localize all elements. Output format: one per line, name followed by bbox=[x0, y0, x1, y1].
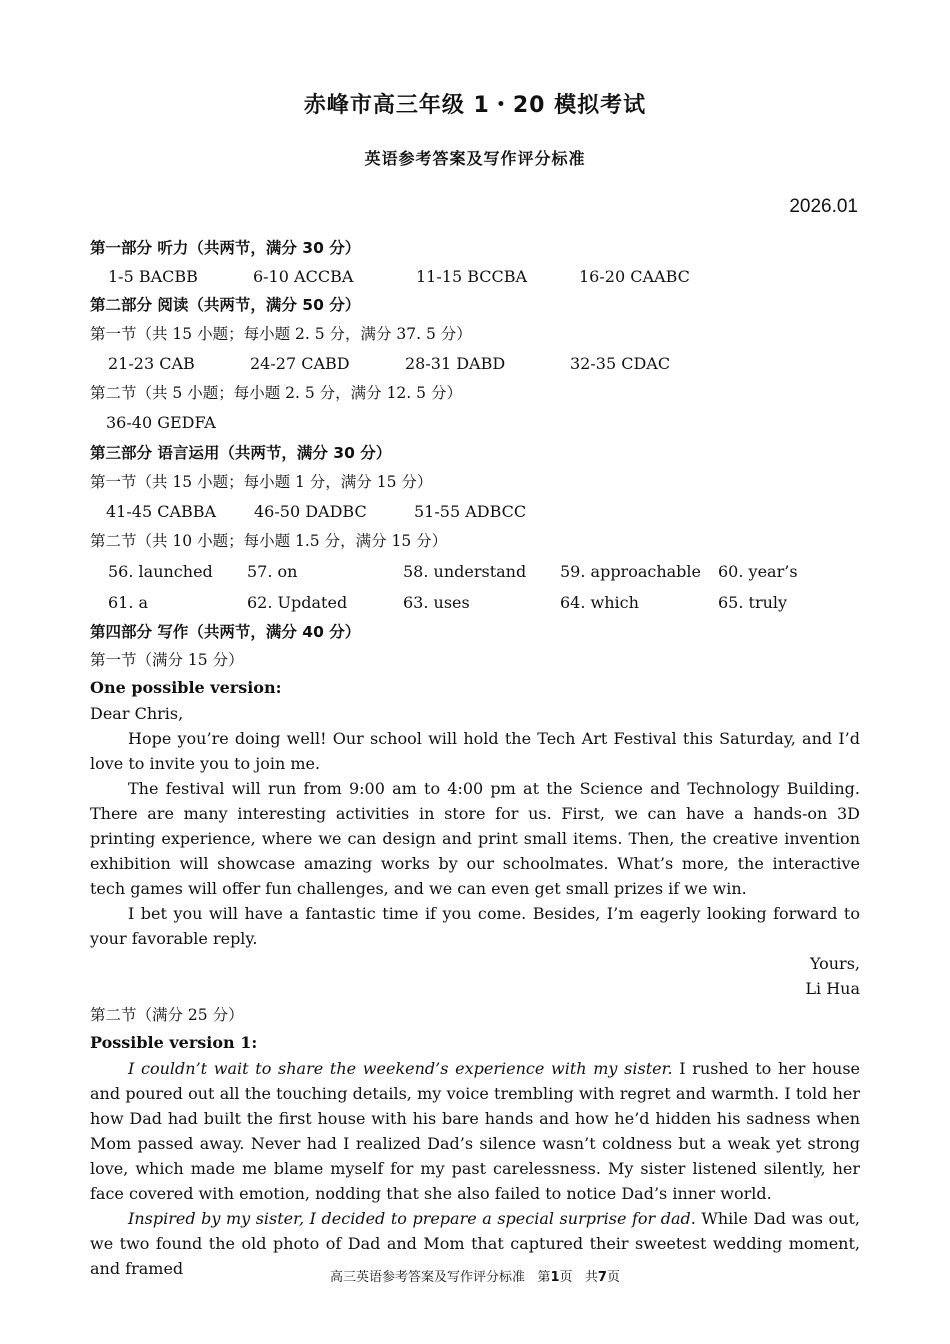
page-title: 赤峰市高三年级 1・20 模拟考试 bbox=[303, 93, 647, 118]
story-opening-sentence: I couldn’t wait to share the weekend’s experience with my sister. bbox=[128, 1059, 673, 1078]
answer-group: 46-50 DADBC bbox=[254, 502, 367, 521]
answer-group: 1-5 BACBB bbox=[108, 267, 198, 286]
version2-label: Possible version 1: bbox=[90, 1033, 258, 1052]
part3-sec1-answers bbox=[90, 497, 860, 526]
answer-item: 58. understand bbox=[403, 562, 527, 581]
answer-group: 32-35 CDAC bbox=[570, 354, 671, 373]
footer-title: 高三英语参考答案及写作评分标准 bbox=[330, 1270, 526, 1285]
footer-page-label: 页 bbox=[559, 1270, 573, 1285]
part4-heading: 第四部分 写作（共两节，满分 40 分） bbox=[90, 623, 361, 641]
answer-group: 16-20 CAABC bbox=[579, 267, 690, 286]
part4-sec1-heading: 第一节（满分 15 分） bbox=[90, 651, 244, 669]
part3-sec2-heading: 第二节（共 10 小题；每小题 1.5 分，满分 15 分） bbox=[90, 532, 448, 550]
part2-sec1-answers bbox=[90, 349, 860, 378]
part3-sec2-row1 bbox=[90, 556, 860, 587]
answer-item: 59. approachable bbox=[560, 562, 702, 581]
version-label: One possible version: bbox=[90, 678, 282, 697]
answer-item: 65. truly bbox=[718, 593, 788, 612]
footer-page-label: 第 bbox=[537, 1270, 551, 1285]
story-paragraph-1 bbox=[90, 1056, 860, 1206]
answer-group: 41-45 CABBA bbox=[106, 502, 217, 521]
answer-item: 64. which bbox=[560, 593, 639, 612]
footer-total-label: 共 bbox=[584, 1270, 598, 1285]
answer-item: 62. Updated bbox=[247, 593, 348, 612]
letter-signature: Li Hua bbox=[805, 979, 860, 998]
part1-heading: 第一部分 听力（共两节，满分 30 分） bbox=[90, 239, 361, 257]
part2-sec1-heading: 第一节（共 15 小题；每小题 2. 5 分，满分 37. 5 分） bbox=[90, 325, 472, 343]
answer-group: 11-15 BCCBA bbox=[416, 267, 528, 286]
letter-closing: Yours, bbox=[809, 954, 860, 973]
answer-item: 63. uses bbox=[403, 593, 470, 612]
answer-item: 56. launched bbox=[108, 562, 213, 581]
page-subtitle: 英语参考答案及写作评分标准 bbox=[364, 149, 586, 168]
answer-item: 60. year’s bbox=[718, 562, 798, 581]
part3-sec1-heading: 第一节（共 15 小题；每小题 1 分，满分 15 分） bbox=[90, 473, 433, 491]
part3-sec2-row2 bbox=[90, 587, 860, 618]
part3-heading: 第三部分 语言运用（共两节，满分 30 分） bbox=[90, 444, 392, 462]
story-text: I rushed to her house and poured out all the touching details, my voice trembling with regret and warmth. I told her how Dad had built the first house with his bare hands and how he’d hidden his sadness when Mom passed away. Never had I realized Dad’s silence wasn’t coldness but a weak yet strong love, which made me blame myself for my past carelessness. My sister listened silently, her face covered with emotion, nodding that she also failed to notice Dad’s inner world. bbox=[90, 1059, 860, 1203]
answer-item: 61. a bbox=[108, 593, 149, 612]
letter-greeting: Dear Chris, bbox=[90, 704, 184, 723]
exam-date: 2026.01 bbox=[789, 196, 858, 217]
letter-paragraph: I bet you will have a fantastic time if you come. Besides, I’m eagerly looking forward to your favorable reply. bbox=[90, 904, 860, 948]
answer-item: 57. on bbox=[247, 562, 298, 581]
footer-total-number: 7 bbox=[597, 1270, 607, 1285]
answer-group: 36-40 GEDFA bbox=[106, 413, 216, 432]
part1-answers bbox=[90, 262, 860, 291]
answer-group: 28-31 DABD bbox=[405, 354, 506, 373]
answer-group: 24-27 CABD bbox=[250, 354, 350, 373]
answer-content bbox=[90, 234, 860, 1281]
part4-sec2-heading: 第二节（满分 25 分） bbox=[90, 1006, 244, 1024]
story-text: While Dad was out, we two found the old photo of Dad and Mom that captured their sweetest wedding moment, and framed bbox=[90, 1209, 860, 1278]
footer-total-label: 页 bbox=[606, 1270, 620, 1285]
part2-sec2-heading: 第二节（共 5 小题；每小题 2. 5 分，满分 12. 5 分） bbox=[90, 384, 462, 402]
page-footer bbox=[0, 1266, 950, 1285]
part2-sec2-answers bbox=[90, 408, 860, 437]
answer-group: 21-23 CAB bbox=[108, 354, 195, 373]
story-opening-sentence: Inspired by my sister, I decided to prepare a special surprise for dad. bbox=[128, 1209, 696, 1228]
answer-group: 51-55 ADBCC bbox=[414, 502, 527, 521]
part2-heading: 第二部分 阅读（共两节，满分 50 分） bbox=[90, 296, 361, 314]
letter-paragraph: Hope you’re doing well! Our school will hold the Tech Art Festival this Saturday, and I’d love to invite you to join me. bbox=[90, 729, 860, 773]
answer-group: 6-10 ACCBA bbox=[253, 267, 354, 286]
letter-paragraph: The festival will run from 9:00 am to 4:00 pm at the Science and Technology Building. There are many interesting activities in store for us. First, we can have a hands-on 3D printing experience, where we can design and print small items. Then, the creative invention exhibition will showcase amazing works by our schoolmates. What’s more, the interactive tech games will offer fun challenges, and we can even get small prizes if we win. bbox=[90, 779, 860, 898]
footer-page-number: 1 bbox=[550, 1270, 560, 1285]
